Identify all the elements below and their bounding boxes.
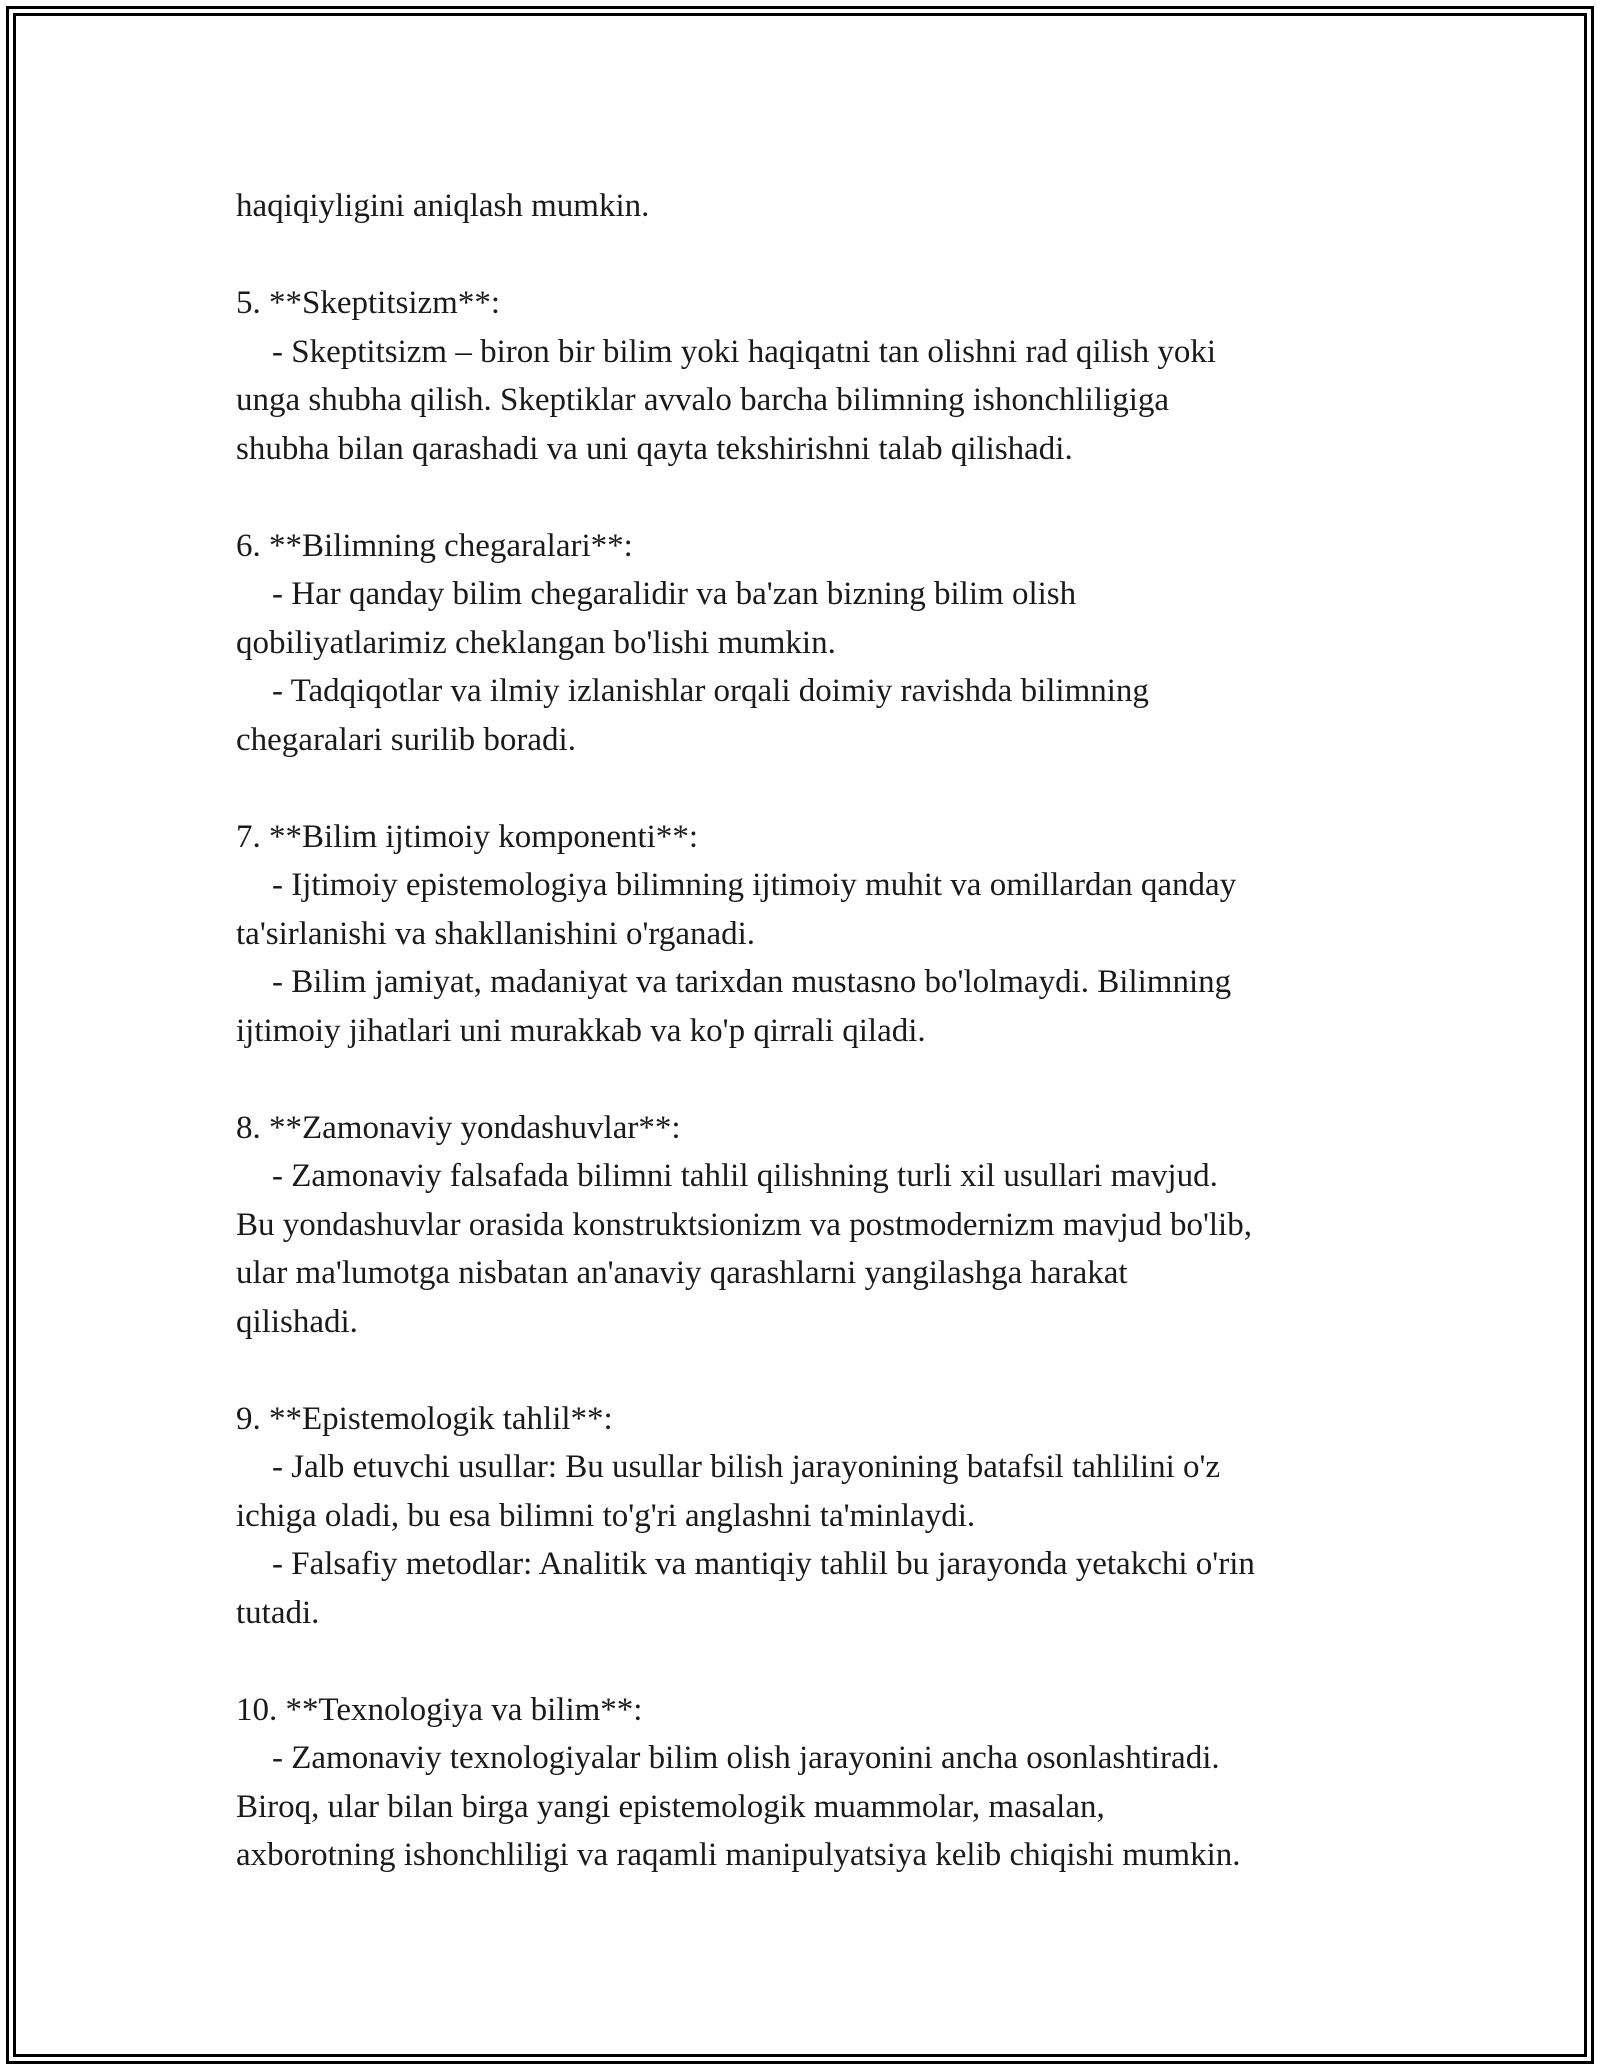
bullet-line: - Jalb etuvchi usullar: Bu usullar bilish jarayonining batafsil tahlilini o'z [272,1449,1221,1485]
section-spacer [236,1346,1386,1395]
section-spacer [236,1637,1386,1686]
section [236,1104,1386,1347]
section [236,813,1386,1056]
section-spacer [236,473,1386,522]
section-spacer [236,764,1386,813]
section-heading: 9. **Epistemologik tahlil**: [236,1400,613,1437]
section-heading: 5. **Skeptitsizm**: [236,285,500,321]
bullet-line: - Har qanday bilim chegaralidir va ba'zan bizning bilim olish [272,576,1077,612]
section-heading: 8. **Zamonaviy yondashuvlar**: [236,1109,681,1146]
continuation-line: ular ma'lumotga nisbatan an'anaviy qarashlarni yangilashga harakat [236,1255,1128,1291]
sections-container [236,231,1386,1880]
section-spacer [236,231,1386,280]
section [236,1686,1386,1880]
section [236,522,1386,765]
bullet-line: - Tadqiqotlar va ilmiy izlanishlar orqali doimiy ravishda bilimning [272,673,1149,709]
continuation-line: ta'sirlanishi va shakllanishini o'rganadi. [236,915,756,952]
continuation-line: Bu yondashuvlar orasida konstruktsionizm va postmodernizm mavjud bo'lib, [236,1206,1252,1243]
continuation-line: tutadi. [236,1594,320,1631]
continuation-line: shubha bilan qarashadi va uni qayta tekshirishni talab qilishadi. [236,430,1073,467]
continuation-line: Biroq, ular bilan birga yangi epistemologik muammolar, masalan, [236,1788,1105,1825]
bullet-line: - Zamonaviy falsafada bilimni tahlil qilishning turli xil usullari mavjud. [272,1158,1218,1194]
intro-line: haqiqiyligini aniqlash mumkin. [236,188,650,224]
continuation-line: qilishadi. [236,1303,358,1340]
bullet-line: - Skeptitsizm – biron bir bilim yoki haqiqatni tan olishni rad qilish yoki [272,333,1217,370]
continuation-line: ichiga oladi, bu esa bilimni to'g'ri anglashni ta'minlaydi. [236,1497,976,1534]
continuation-line: chegaralari surilib boradi. [236,721,576,758]
section-spacer [236,1055,1386,1104]
bullet-line: - Zamonaviy texnologiyalar bilim olish jarayonini ancha osonlashtiradi. [272,1740,1220,1776]
intro-paragraph [236,182,1386,231]
bullet-line: - Bilim jamiyat, madaniyat va tarixdan mustasno bo'lolmaydi. Bilimning [272,964,1232,1000]
continuation-line: ijtimoiy jihatlari uni murakkab va ko'p qirrali qiladi. [236,1012,926,1049]
section [236,279,1386,473]
section [236,1395,1386,1638]
continuation-line: axborotning ishonchliligi va raqamli manipulyatsiya kelib chiqishi mumkin. [236,1837,1241,1873]
section-heading: 6. **Bilimning chegaralari**: [236,527,633,564]
continuation-line: qobiliyatlarimiz cheklangan bo'lishi mumkin. [236,624,836,661]
section-heading: 10. **Texnologiya va bilim**: [236,1691,643,1728]
document-body [236,182,1386,1880]
bullet-line: - Ijtimoiy epistemologiya bilimning ijtimoiy muhit va omillardan qanday [272,867,1237,903]
section-heading: 7. **Bilim ijtimoiy komponenti**: [236,818,699,855]
bullet-line: - Falsafiy metodlar: Analitik va mantiqiy tahlil bu jarayonda yetakchi o'rin [272,1546,1255,1582]
continuation-line: unga shubha qilish. Skeptiklar avvalo barcha bilimning ishonchliligiga [236,382,1170,418]
